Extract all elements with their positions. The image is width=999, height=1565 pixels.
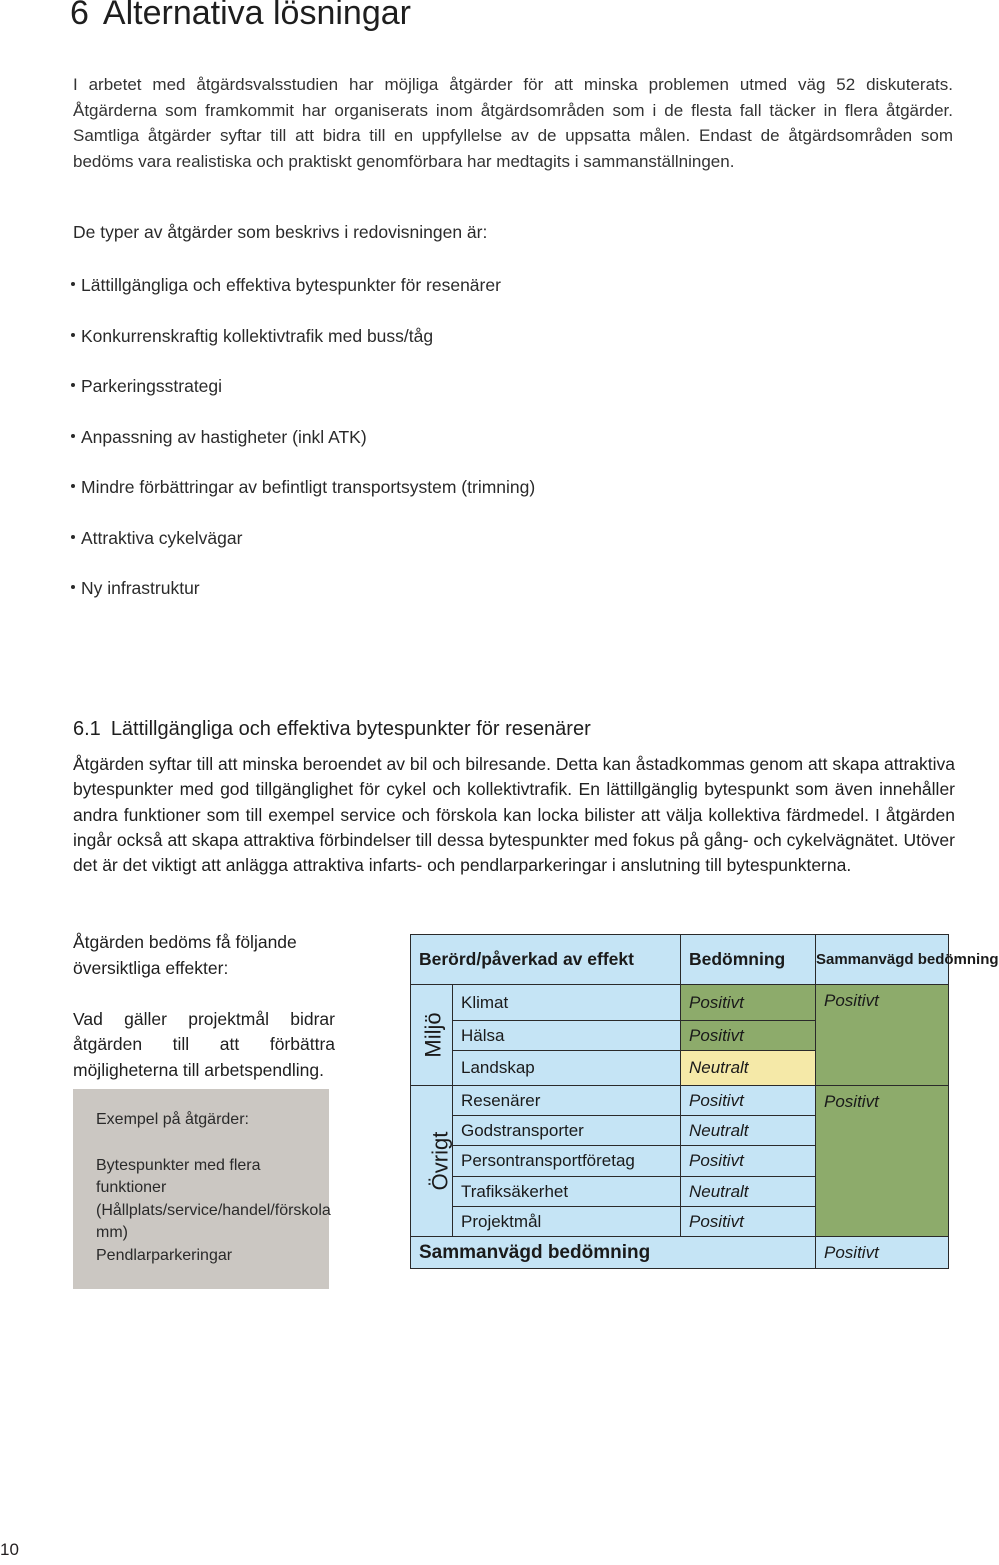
list-item: Lättillgängliga och effektiva bytespunkter för resenärer: [71, 270, 535, 321]
header-summary: Sammanvägd bedömning: [816, 935, 949, 985]
bullet-icon: [71, 282, 75, 286]
section-text: [73, 752, 955, 878]
effect-name: Projektmål: [453, 1207, 681, 1237]
bullet-icon: [71, 535, 75, 539]
chapter-number: 6: [70, 0, 89, 32]
example-item: Bytespunkter med flera funktioner (Hållplats/service/handel/förskola mm): [96, 1156, 331, 1241]
effect-rating: Neutralt: [681, 1116, 816, 1146]
list-item: Konkurrenskraftig kollektivtrafik med buss/tåg: [71, 321, 535, 372]
effect-name: Resenärer: [453, 1086, 681, 1116]
effect-name: Trafiksäkerhet: [453, 1177, 681, 1207]
group-label-other: Övrigt: [411, 1086, 453, 1237]
group-summary: Positivt: [816, 985, 949, 1086]
example-item: Pendlarparkeringar: [96, 1246, 233, 1264]
page-number: 10: [0, 1540, 19, 1559]
bullet-icon: [71, 484, 75, 488]
bullet-icon: [71, 585, 75, 589]
effect-name: Godstransporter: [453, 1116, 681, 1146]
bullet-icon: [71, 333, 75, 337]
chapter-title: Alternativa lösningar: [102, 0, 411, 32]
effect-name: Landskap: [453, 1051, 681, 1086]
effect-rating: Neutralt: [681, 1051, 816, 1086]
types-intro: De typer av åtgärder som beskrivs i redovisningen är:: [73, 222, 488, 242]
intro-text: [73, 72, 953, 174]
effect-name: Klimat: [453, 985, 681, 1021]
effects-intro: Åtgärden bedöms få följande översiktliga effekter:: [73, 932, 297, 978]
list-item: Parkeringsstrategi: [71, 371, 535, 422]
effect-rating: Positivt: [681, 1021, 816, 1051]
group-label-environment: Miljö: [411, 985, 453, 1086]
list-item: Ny infrastruktur: [71, 573, 535, 624]
bullet-icon: [71, 383, 75, 387]
list-item: Anpassning av hastigheter (inkl ATK): [71, 422, 535, 473]
header-rating: Bedömning: [681, 935, 816, 985]
group-summary: Positivt: [816, 1086, 949, 1237]
list-item: Mindre förbättringar av befintligt transportsystem (trimning): [71, 472, 535, 523]
section-number: 6.1: [73, 718, 101, 740]
examples-box: [73, 1089, 329, 1289]
header-affected: Berörd/påverkad av effekt: [411, 935, 681, 985]
assessment-table: [410, 934, 999, 1269]
effect-rating: Positivt: [681, 1086, 816, 1116]
bullet-icon: [71, 434, 75, 438]
list-item: Attraktiva cykelvägar: [71, 523, 535, 574]
section-title: Lättillgängliga och effektiva bytespunkter för resenärer: [110, 718, 591, 740]
effect-rating: Positivt: [681, 1207, 816, 1237]
section-heading: [73, 718, 591, 741]
intro-paragraph: I arbetet med åtgärdsvalsstudien har möjliga åtgärder för att minska problemen utmed väg 52 diskuterats. Åtgärderna som framkommit har organiserats inom åtgärdsområden som i de flesta fall täcker in flera åtgärder. Samtliga åtgärder syftar till att bidra till en uppfyllelse av de uppsatta målen. Endast de åtgärdsområden som bedöms vara realistiska och praktiskt genomförbara har medtagits i sammanställningen.: [73, 75, 953, 171]
effect-name: Hälsa: [453, 1021, 681, 1051]
total-label: Sammanvägd bedömning: [411, 1237, 816, 1269]
project-goal-text: Vad gäller projektmål bidrar åtgärden till att förbättra möjligheterna till arbetspendling.: [73, 1009, 335, 1080]
section-paragraph: Åtgärden syftar till att minska beroendet av bil och bilresande. Detta kan åstadkommas genom att skapa attraktiva bytespunkter med god tillgänglighet för cykel och kollektivtrafik. En lättillgänglig bytespunkt som även innehåller andra funktioner som till exempel service och förskola kan locka bilister att välja kollektiva färdmedel. I åtgärden ingår också att skapa attraktiva förbindelser till dessa bytespunkter med fokus på gång- och cykelvägnätet. Utöver det är det viktigt att anlägga attraktiva infarts- och pendlarparkeringar i anslutning till bytespunkterna.: [73, 754, 955, 876]
types-list: [71, 270, 535, 624]
effect-rating: Positivt: [681, 985, 816, 1021]
total-value: Positivt: [816, 1237, 949, 1269]
effect-rating: Neutralt: [681, 1177, 816, 1207]
examples-title: Exempel på åtgärder:: [96, 1111, 249, 1128]
page-title: [70, 0, 411, 33]
effect-name: Persontransportföretag: [453, 1146, 681, 1177]
effect-rating: Positivt: [681, 1146, 816, 1177]
